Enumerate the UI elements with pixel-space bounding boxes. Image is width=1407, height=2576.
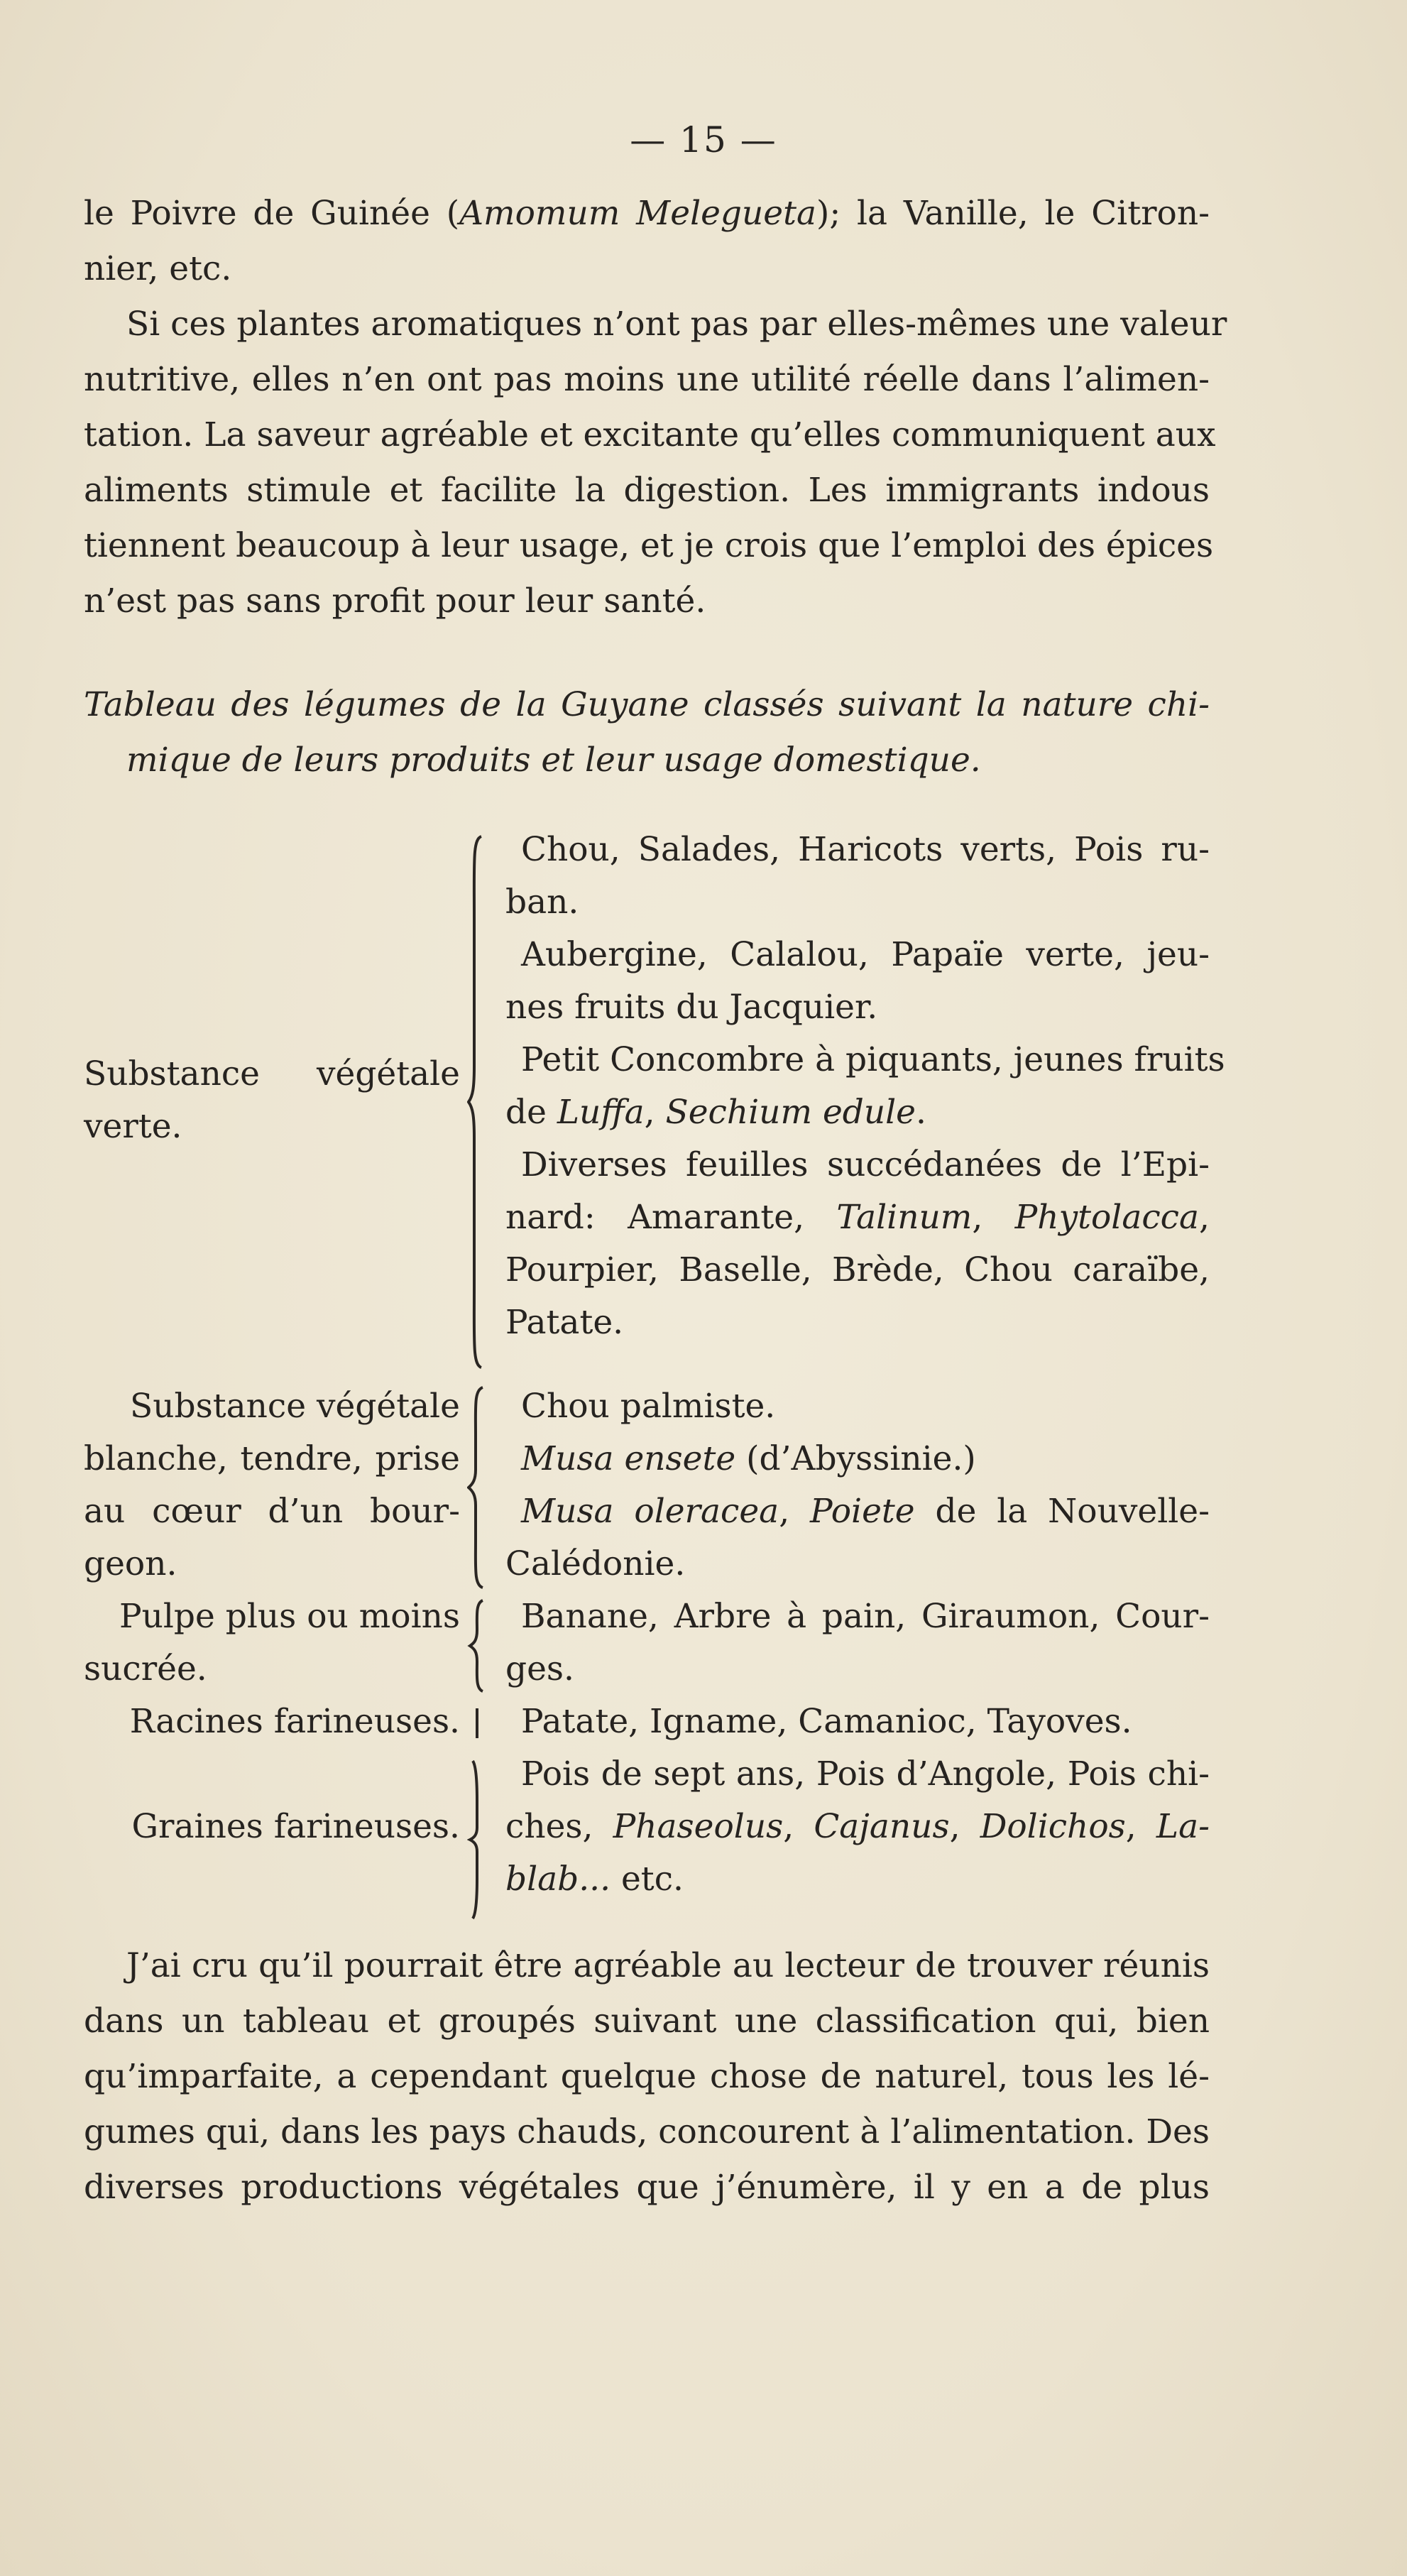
text-line: le Poivre de Guinée (Amomum Melegueta); la Vanille, le Citron- (84, 194, 1210, 233)
group-label-line: sucrée. (84, 1649, 207, 1688)
item-line: nes fruits du Jacquier. (505, 988, 878, 1027)
item-line: Patate. (505, 1303, 624, 1342)
group-label (84, 1801, 460, 1853)
group-label (84, 1590, 460, 1696)
brace (467, 832, 487, 1372)
paragraph-spices (84, 186, 1227, 629)
brace (467, 1758, 487, 1921)
group-items (505, 824, 1225, 1349)
group-label-line: Graines farineuses. (131, 1807, 460, 1846)
text-line: gumes qui, dans les pays chauds, concourent à l’alimentation. Des (84, 2112, 1210, 2151)
text-line: nier, etc. (84, 249, 232, 288)
group-label (84, 1696, 460, 1748)
group-label-line: geon. (84, 1544, 177, 1583)
group-items (505, 1748, 1210, 1906)
item-line: ban. (505, 883, 579, 922)
text-line: Si ces plantes aromatiques n’ont pas par elles-mêmes une valeur (126, 305, 1227, 344)
item-line: Aubergine, Calalou, Papaïe verte, jeu- (521, 935, 1210, 974)
item-line: Calédonie. (505, 1544, 686, 1583)
item-line: Pourpier, Baselle, Brède, Chou caraïbe, (505, 1250, 1210, 1289)
item-line: Patate, Igname, Camanioc, Tayoves. (521, 1702, 1132, 1741)
text-line: nutritive, elles n’en ont pas moins une utilité réelle dans l’alimen- (84, 360, 1210, 399)
table-title-line: mique de leurs produits et leur usage domestique. (126, 741, 981, 780)
brace (467, 1705, 487, 1741)
item-line: nard: Amarante, Talinum, Phytolacca, (505, 1198, 1210, 1237)
text-line: aliments stimule et facilite la digestion. Les immigrants indous (84, 471, 1210, 510)
text-line: diverses productions végétales que j’énumère, il y en a de plus (84, 2168, 1210, 2207)
item-line: Pois de sept ans, Pois d’Angole, Pois chi- (521, 1754, 1210, 1794)
text-line: tiennent beaucoup à leur usage, et je crois que l’emploi des épices (84, 526, 1214, 565)
item-line: Chou, Salades, Haricots verts, Pois ru- (521, 830, 1210, 869)
group-items (505, 1696, 1210, 1748)
item-line: ches, Phaseolus, Cajanus, Dolichos, La- (505, 1807, 1210, 1846)
item-line: ges. (505, 1649, 574, 1688)
item-line: Banane, Arbre à pain, Giraumon, Cour- (521, 1597, 1210, 1636)
item-line: Musa ensete (d’Abyssinie.) (521, 1439, 976, 1478)
text-line: dans un tableau et groupés suivant une classification qui, bien (84, 2002, 1210, 2041)
text-line: J’ai cru qu’il pourrait être agréable au lecteur de trouver réunis (126, 1946, 1210, 1985)
group-label (84, 1380, 460, 1590)
group-items (505, 1590, 1210, 1696)
group-label (84, 1048, 460, 1153)
group-label-line: Substance végétale (130, 1387, 460, 1426)
group-label-line: Racines farineuses. (129, 1702, 460, 1741)
group-label-line: au cœur d’un bour- (84, 1492, 460, 1531)
text-line: n’est pas sans profit pour leur santé. (84, 582, 706, 621)
text-line: tation. La saveur agréable et excitante qu’elles communiquent aux (84, 415, 1216, 454)
group-label-line: verte. (84, 1107, 182, 1146)
item-line: Musa oleracea, Poiete de la Nouvelle- (521, 1492, 1210, 1531)
table-title-line: Tableau des légumes de la Guyane classés suivant la nature chi- (84, 685, 1210, 724)
item-line: blab... etc. (505, 1860, 684, 1899)
group-label-line: Pulpe plus ou moins (119, 1597, 460, 1636)
item-line: de Luffa, Sechium edule. (505, 1093, 926, 1132)
item-line: Petit Concombre à piquants, jeunes fruits (521, 1040, 1225, 1079)
table-title (84, 677, 1210, 788)
brace (467, 1385, 487, 1590)
brace (467, 1598, 487, 1694)
group-label-line: Substance végétale (84, 1054, 460, 1093)
item-line: Diverses feuilles succédanées de l’Epi- (521, 1145, 1210, 1184)
text-line: qu’imparfaite, a cependant quelque chose de naturel, tous les lé- (84, 2057, 1210, 2096)
group-items (505, 1380, 1210, 1590)
page-number: — 15 — (630, 119, 777, 160)
paragraph-intro (84, 1938, 1210, 2215)
group-label-line: blanche, tendre, prise (84, 1439, 460, 1478)
item-line: Chou palmiste. (521, 1387, 776, 1426)
